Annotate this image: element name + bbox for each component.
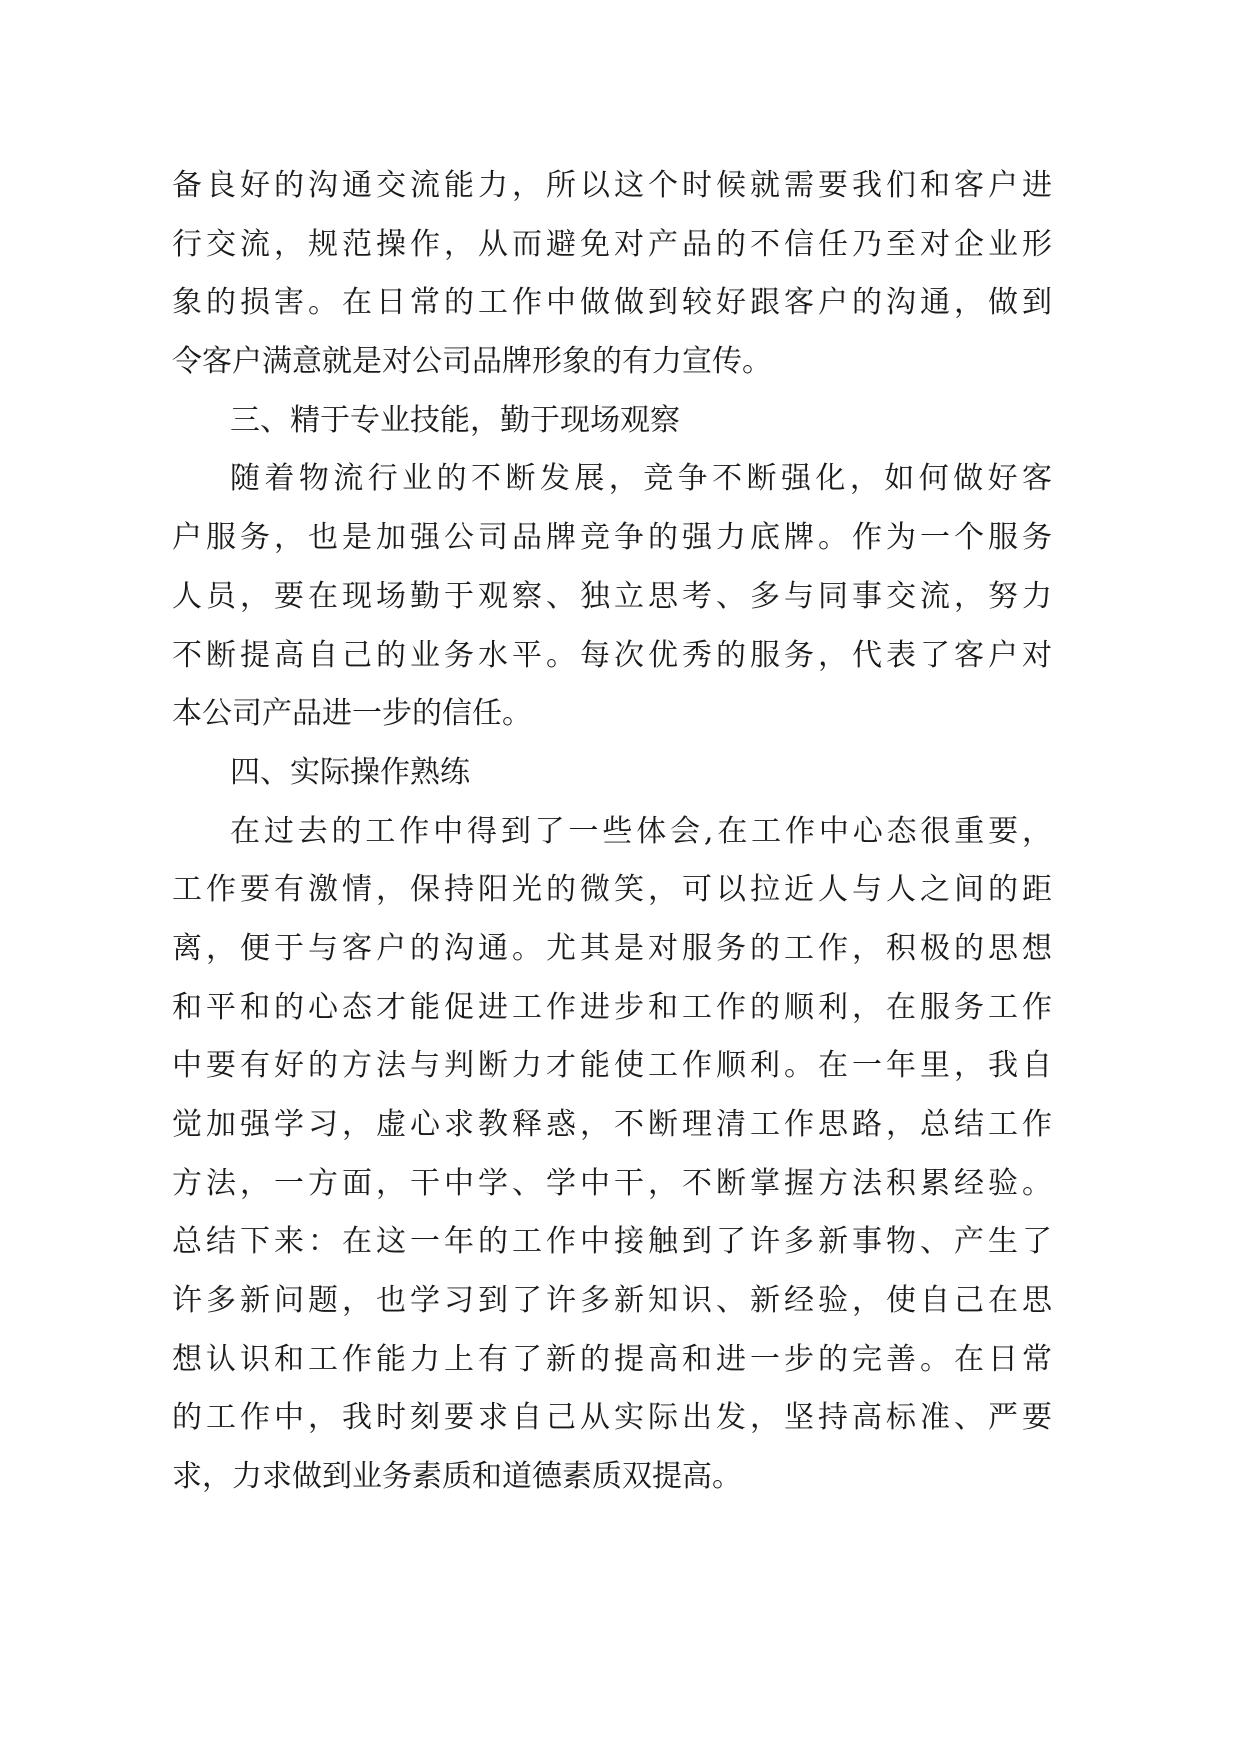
text-line: 备良好的沟通交流能力，所以这个时候就需要我们和客户进 [172, 168, 1052, 203]
section-heading: 四、实际操作熟练 [230, 754, 470, 790]
text-line: 不断提高自己的业务水平。每次优秀的服务，代表了客户对 [172, 637, 1052, 673]
section-heading: 三、精于专业技能，勤于现场观察 [230, 402, 680, 438]
text-line: 求，力求做到业务素质和道德素质双提高。 [172, 1459, 742, 1495]
text-line: 想认识和工作能力上有了新的提高和进一步的完善。在日常 [172, 1341, 1052, 1377]
section-4-paragraph [172, 803, 1052, 1507]
text-line: 行交流，规范操作，从而避免对产品的不信任乃至对企业形 [172, 226, 1052, 262]
text-line: 的工作中，我时刻要求自己从实际出发，坚持高标准、严要 [172, 1400, 1052, 1436]
text-line: 离，便于与客户的沟通。尤其是对服务的工作，积极的思想 [172, 930, 1052, 966]
text-line: 方法，一方面，干中学、学中干，不断掌握方法积累经验。 [172, 1165, 1052, 1201]
text-line: 在过去的工作中得到了一些体会,在工作中心态很重要， [230, 813, 1052, 849]
text-line: 中要有好的方法与判断力才能使工作顺利。在一年里，我自 [172, 1048, 1052, 1084]
text-body [172, 157, 1052, 1507]
continued-paragraph [172, 157, 1052, 392]
text-line: 户服务，也是加强公司品牌竞争的强力底牌。作为一个服务 [172, 520, 1052, 556]
text-line: 本公司产品进一步的信任。 [172, 696, 532, 732]
text-line: 令客户满意就是对公司品牌形象的有力宣传。 [172, 344, 772, 380]
text-line: 觉加强学习，虚心求教释惑，不断理清工作思路，总结工作 [172, 1107, 1052, 1142]
section-3-paragraph [172, 450, 1052, 743]
text-line: 人员，要在现场勤于观察、独立思考、多与同事交流，努力 [172, 578, 1052, 614]
text-line: 随着物流行业的不断发展，竞争不断强化，如何做好客 [230, 461, 1052, 497]
text-line: 许多新问题，也学习到了许多新知识、新经验，使自己在思 [172, 1283, 1052, 1319]
text-line: 总结下来：在这一年的工作中接触到了许多新事物、产生了 [172, 1224, 1052, 1260]
text-line: 工作要有激情，保持阳光的微笑，可以拉近人与人之间的距 [172, 872, 1052, 908]
text-line: 和平和的心态才能促进工作进步和工作的顺利，在服务工作 [172, 989, 1052, 1025]
text-line: 象的损害。在日常的工作中做做到较好跟客户的沟通，做到 [172, 285, 1052, 321]
